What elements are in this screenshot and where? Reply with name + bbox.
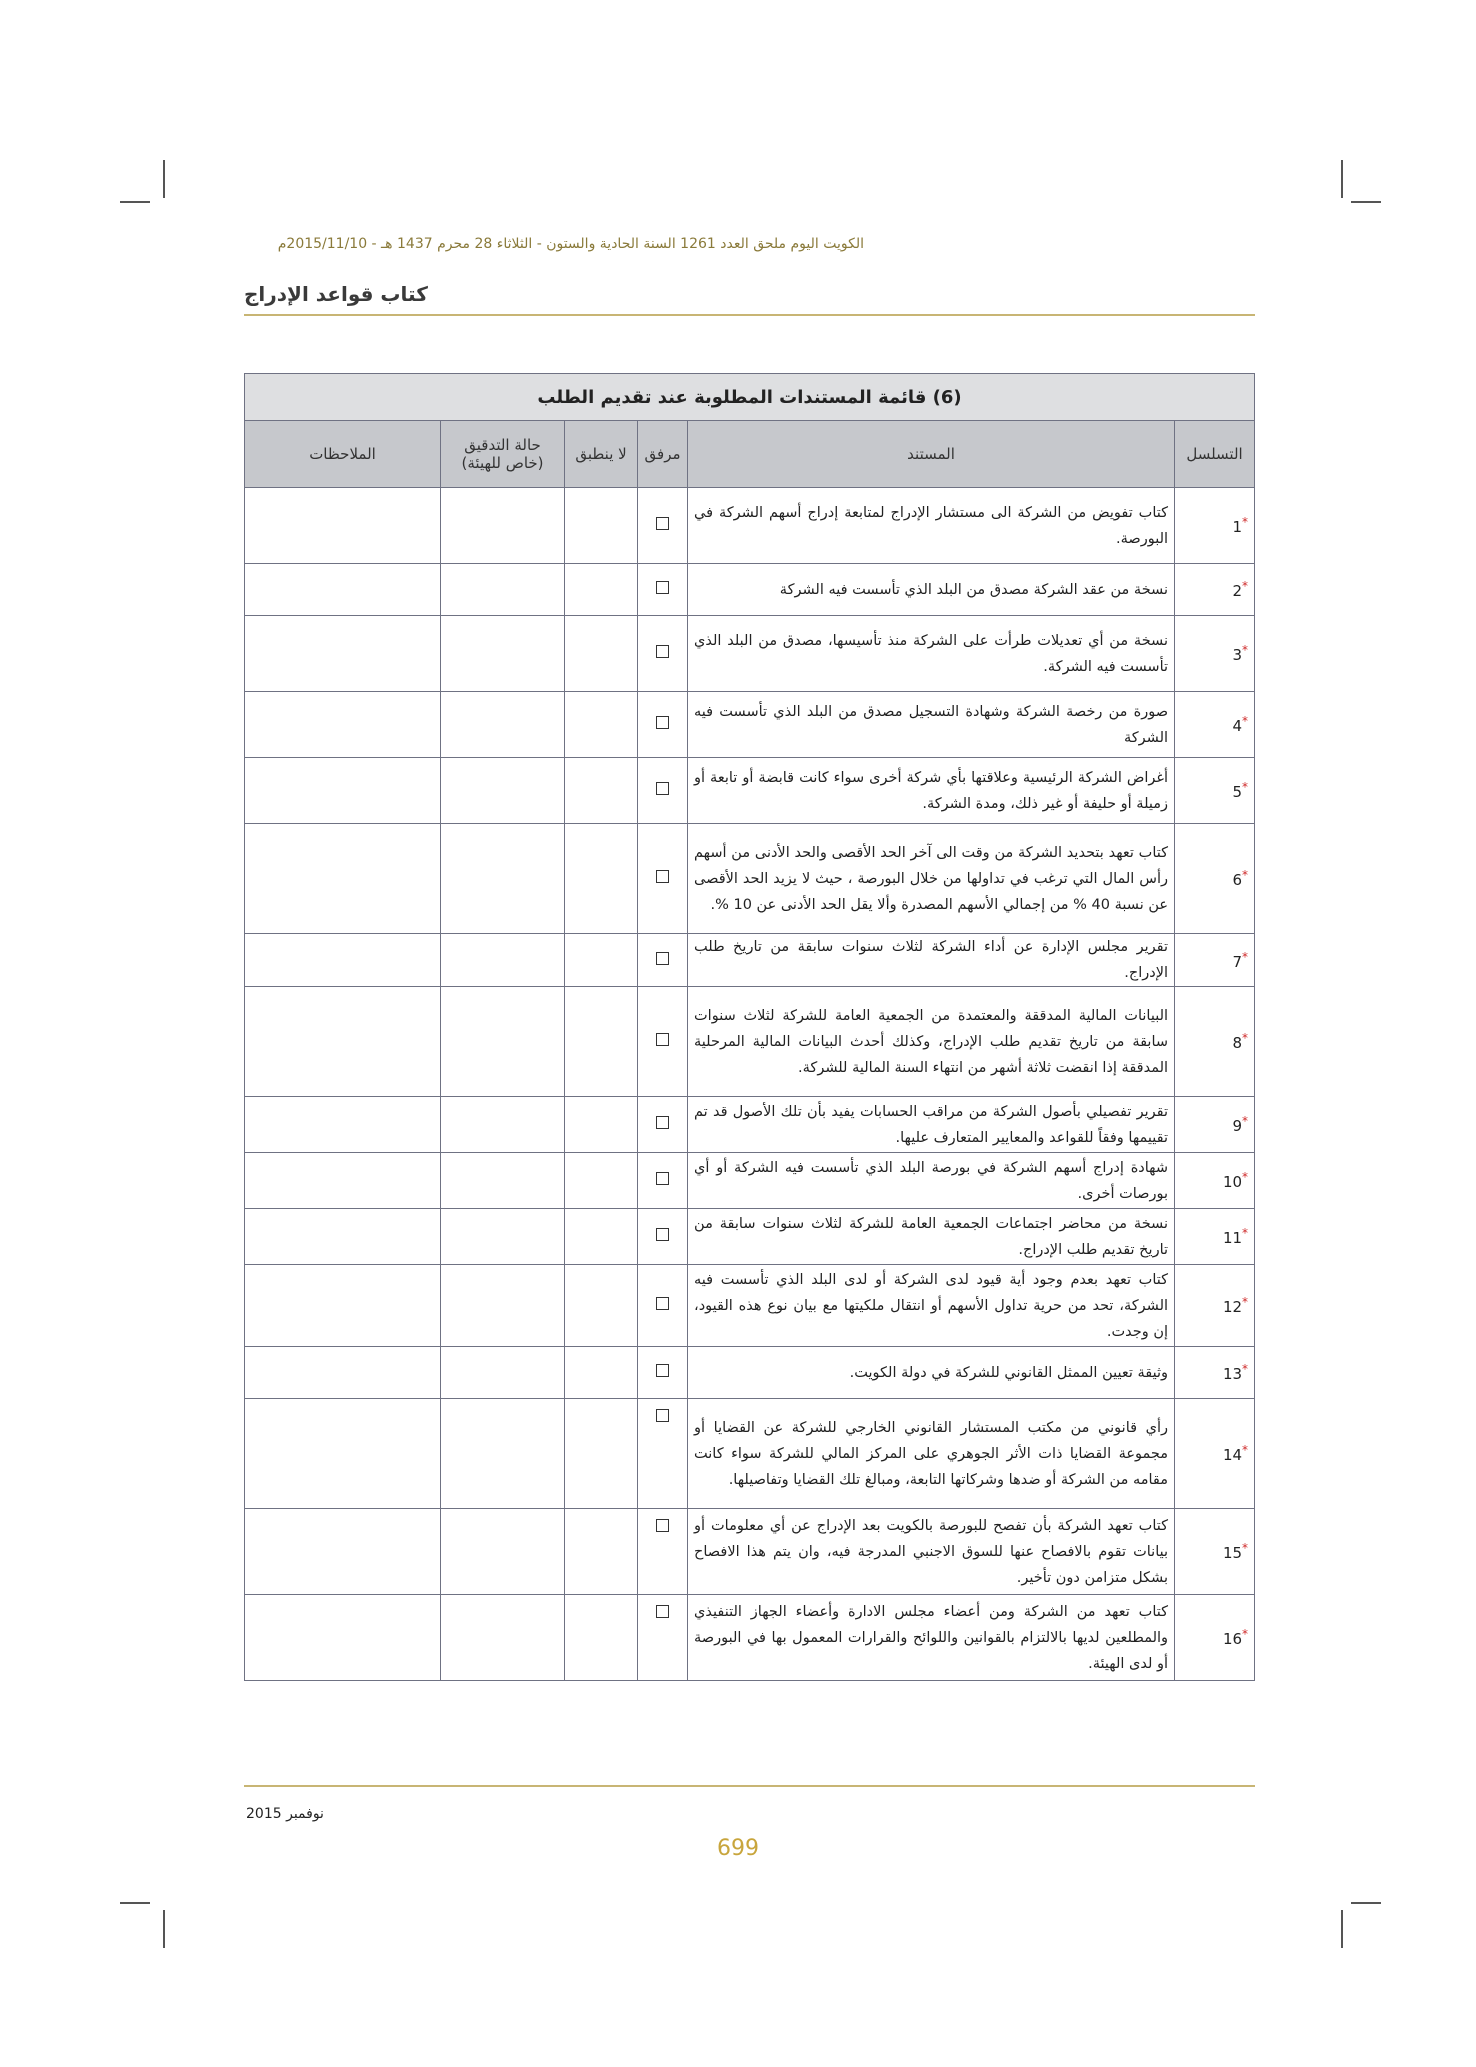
row-attached	[638, 1399, 688, 1509]
row-not-applicable	[565, 987, 638, 1097]
attached-checkbox[interactable]	[656, 1033, 669, 1046]
row-notes	[245, 1509, 441, 1595]
row-document: البيانات المالية المدققة والمعتمدة من الجمعية العامة للشركة لثلاث سنوات سابقة من تاريخ تقديم طلب الإدراج، وكذلك أحدث البيانات المالية المرحلية المدققة إذا انقضت ثلاثة أشهر من انتهاء السنة المالية للشركة.	[688, 987, 1175, 1097]
row-not-applicable	[565, 758, 638, 824]
row-seq	[1175, 758, 1255, 824]
row-document: نسخة من عقد الشركة مصدق من البلد الذي تأسست فيه الشركة	[688, 564, 1175, 616]
row-not-applicable	[565, 1153, 638, 1209]
row-number: 12	[1222, 1298, 1243, 1316]
row-number: 11	[1222, 1229, 1243, 1247]
required-mark: *	[1242, 1226, 1249, 1240]
row-number: 1	[1232, 518, 1243, 536]
required-mark: *	[1242, 1362, 1249, 1376]
row-not-applicable	[565, 1209, 638, 1265]
row-audit-status	[441, 564, 565, 616]
row-number: 4	[1232, 717, 1243, 735]
required-mark: *	[1242, 780, 1249, 794]
table-row	[245, 934, 1255, 987]
row-notes	[245, 1153, 441, 1209]
row-not-applicable	[565, 1399, 638, 1509]
row-attached	[638, 488, 688, 564]
section-title: كتاب قواعد الإدراج	[244, 282, 428, 306]
row-attached	[638, 824, 688, 934]
row-seq	[1175, 824, 1255, 934]
documents-table	[244, 373, 1255, 1681]
row-number: 3	[1232, 646, 1243, 664]
row-document: كتاب تعهد بتحديد الشركة من وقت الى آخر الحد الأقصى والحد الأدنى من أسهم رأس المال التي ترغب في تداولها من خلال البورصة ، حيث لا يزيد الحد الأقصى عن نسبة 40 % من إجمالي الأسهم المصدرة وألا يقل الحد الأدنى عن 10 %.	[688, 824, 1175, 934]
row-seq	[1175, 1265, 1255, 1347]
footer-rule	[244, 1785, 1255, 1787]
row-document: كتاب تعهد من الشركة ومن أعضاء مجلس الادارة وأعضاء الجهاز التنفيذي والمطلعين لديها بالالتزام بالقوانين واللوائح والقرارات المعمول بها في البورصة أو لدى الهيئة.	[688, 1595, 1175, 1681]
attached-checkbox[interactable]	[656, 952, 669, 965]
row-notes	[245, 488, 441, 564]
row-not-applicable	[565, 488, 638, 564]
row-document: صورة من رخصة الشركة وشهادة التسجيل مصدق من البلد الذي تأسست فيه الشركة	[688, 692, 1175, 758]
col-header-audit-status	[441, 421, 565, 488]
row-audit-status	[441, 692, 565, 758]
required-mark: *	[1242, 1031, 1249, 1045]
required-mark: *	[1242, 579, 1249, 593]
table-row	[245, 1265, 1255, 1347]
table-header-row	[245, 421, 1255, 488]
required-mark: *	[1242, 643, 1249, 657]
running-header: الكويت اليوم ملحق العدد 1261 السنة الحادية والستون - الثلاثاء 28 محرم 1437 هـ - 2015/11/10م	[277, 236, 864, 252]
table-row	[245, 1509, 1255, 1595]
table-row	[245, 1595, 1255, 1681]
row-document: تقرير مجلس الإدارة عن أداء الشركة لثلاث سنوات سابقة من تاريخ طلب الإدراج.	[688, 934, 1175, 987]
row-seq	[1175, 1399, 1255, 1509]
required-mark: *	[1242, 515, 1249, 529]
attached-checkbox[interactable]	[656, 1228, 669, 1241]
row-attached	[638, 1265, 688, 1347]
row-seq	[1175, 1595, 1255, 1681]
row-audit-status	[441, 1509, 565, 1595]
row-audit-status	[441, 1209, 565, 1265]
row-number: 15	[1222, 1544, 1243, 1562]
row-number: 10	[1222, 1173, 1243, 1191]
col-header-attached: مرفق	[638, 421, 688, 488]
row-number: 16	[1222, 1630, 1243, 1648]
footer-date: نوفمبر 2015	[246, 1806, 324, 1822]
row-seq	[1175, 987, 1255, 1097]
attached-checkbox[interactable]	[656, 1519, 669, 1532]
table-row	[245, 1399, 1255, 1509]
row-not-applicable	[565, 1595, 638, 1681]
row-attached	[638, 1153, 688, 1209]
row-number: 2	[1232, 582, 1243, 600]
row-seq	[1175, 1509, 1255, 1595]
row-notes	[245, 1399, 441, 1509]
row-notes	[245, 1097, 441, 1153]
row-audit-status	[441, 1399, 565, 1509]
row-notes	[245, 987, 441, 1097]
row-seq	[1175, 564, 1255, 616]
header-rule	[244, 314, 1255, 316]
page-number: 699	[717, 1836, 759, 1861]
row-seq	[1175, 1153, 1255, 1209]
row-seq	[1175, 934, 1255, 987]
attached-checkbox[interactable]	[656, 1116, 669, 1129]
row-document: شهادة إدراج أسهم الشركة في بورصة البلد الذي تأسست فيه الشركة أو أي بورصات أخرى.	[688, 1153, 1175, 1209]
table-row	[245, 1097, 1255, 1153]
row-number: 7	[1232, 952, 1243, 971]
crop-mark	[163, 1910, 165, 1948]
table-row	[245, 488, 1255, 564]
row-seq	[1175, 692, 1255, 758]
attached-checkbox[interactable]	[656, 1364, 669, 1377]
row-audit-status	[441, 758, 565, 824]
required-mark: *	[1242, 1114, 1249, 1128]
table-row	[245, 1153, 1255, 1209]
table-row	[245, 692, 1255, 758]
attached-checkbox[interactable]	[656, 645, 669, 658]
row-not-applicable	[565, 934, 638, 987]
row-document: كتاب تعهد الشركة بأن تفصح للبورصة بالكويت بعد الإدراج عن أي معلومات أو بيانات تقوم بالافصاح عنها للسوق الاجنبي المدرجة فيه، وان يتم هذا الافصاح بشكل متزامن دون تأخير.	[688, 1509, 1175, 1595]
required-mark: *	[1242, 949, 1249, 964]
row-audit-status	[441, 1153, 565, 1209]
row-notes	[245, 1347, 441, 1399]
table-row	[245, 616, 1255, 692]
attached-checkbox[interactable]	[656, 1172, 669, 1185]
row-document: أغراض الشركة الرئيسية وعلاقتها بأي شركة أخرى سواء كانت قابضة أو تابعة أو زميلة أو حليفة أو غير ذلك، ومدة الشركة.	[688, 758, 1175, 824]
row-document: كتاب تعهد بعدم وجود أية قيود لدى الشركة أو لدى البلد الذي تأسست فيه الشركة، تحد من حرية تداول الأسهم أو انتقال ملكيتها مع بيان نوع هذه القيود، إن وجدت.	[688, 1265, 1175, 1347]
table-row	[245, 1347, 1255, 1399]
row-attached	[638, 758, 688, 824]
row-seq	[1175, 616, 1255, 692]
col-header-document: المستند	[688, 421, 1175, 488]
crop-mark	[1341, 1910, 1343, 1948]
table-row	[245, 564, 1255, 616]
row-attached	[638, 1209, 688, 1265]
row-audit-status	[441, 1595, 565, 1681]
crop-mark	[120, 201, 150, 203]
row-document: نسخة من أي تعديلات طرأت على الشركة منذ تأسيسها، مصدق من البلد الذي تأسست فيه الشركة.	[688, 616, 1175, 692]
row-audit-status	[441, 1347, 565, 1399]
row-notes	[245, 758, 441, 824]
row-number: 14	[1222, 1446, 1243, 1464]
row-notes	[245, 616, 441, 692]
col-header-seq: التسلسل	[1175, 421, 1255, 488]
row-notes	[245, 1595, 441, 1681]
required-mark: *	[1242, 1541, 1249, 1555]
row-seq	[1175, 488, 1255, 564]
required-mark: *	[1242, 1443, 1249, 1457]
required-mark: *	[1242, 868, 1249, 882]
row-seq	[1175, 1097, 1255, 1153]
table-caption-row	[245, 374, 1255, 421]
row-not-applicable	[565, 1347, 638, 1399]
crop-mark	[1341, 160, 1343, 198]
row-seq	[1175, 1209, 1255, 1265]
required-mark: *	[1242, 1627, 1249, 1641]
attached-checkbox[interactable]	[656, 782, 669, 795]
row-audit-status	[441, 987, 565, 1097]
row-audit-status	[441, 1097, 565, 1153]
row-attached	[638, 692, 688, 758]
row-number: 9	[1232, 1117, 1243, 1135]
table-row	[245, 758, 1255, 824]
row-not-applicable	[565, 616, 638, 692]
table-row	[245, 824, 1255, 934]
row-attached	[638, 616, 688, 692]
table-caption: (6) قائمة المستندات المطلوبة عند تقديم الطلب	[245, 374, 1255, 421]
row-audit-status	[441, 824, 565, 934]
row-not-applicable	[565, 824, 638, 934]
crop-mark	[163, 160, 165, 198]
row-notes	[245, 692, 441, 758]
required-mark: *	[1242, 1295, 1249, 1309]
row-notes	[245, 824, 441, 934]
row-document: كتاب تفويض من الشركة الى مستشار الإدراج لمتابعة إدراج أسهم الشركة في البورصة.	[688, 488, 1175, 564]
row-attached	[638, 1595, 688, 1681]
row-not-applicable	[565, 564, 638, 616]
row-audit-status	[441, 616, 565, 692]
row-attached	[638, 564, 688, 616]
crop-mark	[1351, 201, 1381, 203]
col-header-not-applicable: لا ينطبق	[565, 421, 638, 488]
row-notes	[245, 1265, 441, 1347]
row-document: تقرير تفصيلي بأصول الشركة من مراقب الحسابات يفيد بأن تلك الأصول قد تم تقييمها وفقاً للقواعد والمعايير المتعارف عليها.	[688, 1097, 1175, 1153]
row-attached	[638, 934, 688, 987]
row-not-applicable	[565, 692, 638, 758]
table-row	[245, 1209, 1255, 1265]
row-document: نسخة من محاضر اجتماعات الجمعية العامة للشركة لثلاث سنوات سابقة من تاريخ تقديم طلب الإدراج.	[688, 1209, 1175, 1265]
row-number: 8	[1232, 1034, 1243, 1052]
attached-checkbox[interactable]	[656, 716, 669, 729]
required-mark: *	[1242, 1170, 1249, 1184]
attached-checkbox[interactable]	[656, 517, 669, 530]
row-not-applicable	[565, 1265, 638, 1347]
row-audit-status	[441, 488, 565, 564]
row-attached	[638, 1347, 688, 1399]
row-attached	[638, 1097, 688, 1153]
row-not-applicable	[565, 1097, 638, 1153]
row-audit-status	[441, 1265, 565, 1347]
attached-checkbox[interactable]	[656, 1409, 669, 1422]
row-number: 5	[1232, 783, 1243, 801]
row-document: وثيقة تعيين الممثل القانوني للشركة في دولة الكويت.	[688, 1347, 1175, 1399]
audit-status-sublabel: (خاص للهيئة)	[461, 454, 544, 472]
crop-mark	[120, 1902, 150, 1904]
attached-checkbox[interactable]	[656, 581, 669, 594]
row-audit-status	[441, 934, 565, 987]
row-number: 13	[1222, 1365, 1243, 1383]
table-row	[245, 987, 1255, 1097]
attached-checkbox[interactable]	[656, 1297, 669, 1310]
row-notes	[245, 564, 441, 616]
row-notes	[245, 1209, 441, 1265]
audit-status-label: حالة التدقيق	[464, 436, 541, 454]
col-header-notes: الملاحظات	[245, 421, 441, 488]
row-attached	[638, 987, 688, 1097]
attached-checkbox[interactable]	[656, 870, 669, 883]
row-seq	[1175, 1347, 1255, 1399]
crop-mark	[1351, 1902, 1381, 1904]
attached-checkbox[interactable]	[656, 1605, 669, 1618]
row-not-applicable	[565, 1509, 638, 1595]
required-mark: *	[1242, 714, 1249, 728]
row-number: 6	[1232, 871, 1243, 889]
row-document: رأي قانوني من مكتب المستشار القانوني الخارجي للشركة عن القضايا أو مجموعة القضايا ذات الأثر الجوهري على المركز المالي للشركة سواء كانت مقامه من الشركة أو ضدها وشركاتها التابعة، ومبالغ تلك القضايا وتفاصيلها.	[688, 1399, 1175, 1509]
row-notes	[245, 934, 441, 987]
row-attached	[638, 1509, 688, 1595]
